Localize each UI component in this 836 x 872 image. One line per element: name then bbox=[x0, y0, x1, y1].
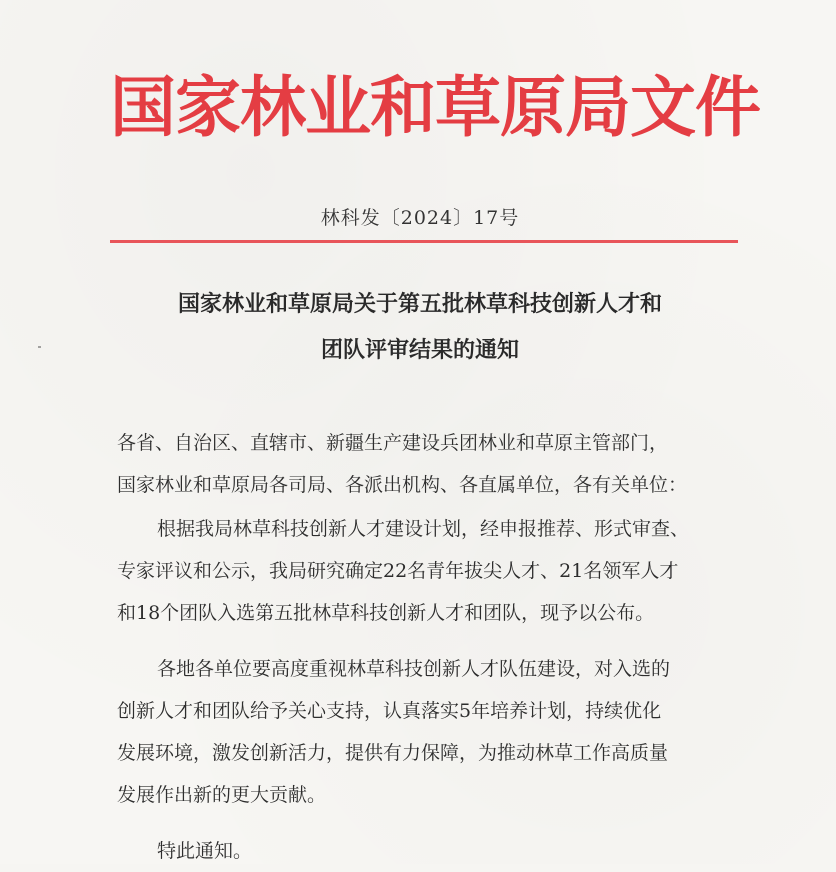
document-number: 林科发〔2024〕17号 bbox=[320, 207, 520, 229]
title-line-2: 团队评审结果的通知 bbox=[320, 338, 519, 363]
paragraph-2-line-4: 发展作出新的更大贡献。 bbox=[117, 784, 327, 806]
salutation bbox=[117, 422, 767, 506]
scan-speck bbox=[38, 346, 41, 348]
red-divider-line bbox=[110, 240, 738, 243]
closing-remark: 特此通知。 bbox=[157, 840, 253, 862]
paragraph-1-line-1: 根据我局林草科技创新人才建设计划，经申报推荐、形式审查、 bbox=[157, 518, 690, 540]
body-paragraph-1 bbox=[117, 508, 767, 634]
notice-title bbox=[90, 282, 750, 374]
paragraph-1-line-2: 专家评议和公示，我局研究确定22名青年拔尖人才、21名领军人才 bbox=[117, 560, 679, 582]
title-line-1: 国家林业和草原局关于第五批林草科技创新人才和 bbox=[177, 292, 662, 317]
salutation-line-2: 国家林业和草原局各司局、各派出机构、各直属单位，各有关单位： bbox=[117, 474, 688, 496]
paragraph-1-line-3: 和18个团队入选第五批林草科技创新人才和团队，现予以公布。 bbox=[117, 602, 655, 624]
paragraph-2-line-3: 发展环境，激发创新活力，提供有力保障，为推动林草工作高质量 bbox=[117, 742, 669, 764]
paragraph-2-line-1: 各地各单位要高度重视林草科技创新人才队伍建设，对入选的 bbox=[157, 658, 671, 680]
masthead-title: 国家林业和草原局文件 bbox=[110, 68, 760, 146]
body-paragraph-2 bbox=[117, 648, 767, 816]
salutation-line-1: 各省、自治区、直辖市、新疆生产建设兵团林业和草原主管部门， bbox=[117, 432, 669, 454]
paragraph-2-line-2: 创新人才和团队给予关心支持，认真落实5年培养计划，持续优化 bbox=[117, 700, 662, 722]
